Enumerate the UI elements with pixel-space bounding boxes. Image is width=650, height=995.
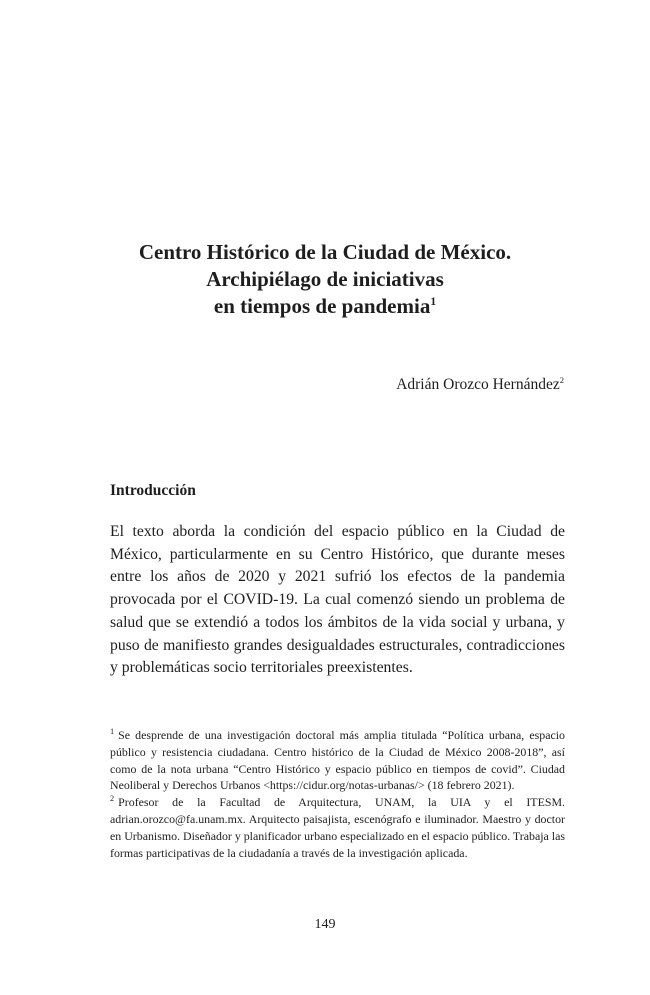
page-number: 149	[314, 917, 336, 932]
title-footnote-ref[interactable]: 1	[430, 296, 437, 308]
footnote-2-text: Profesor de la Facultad de Arquitectura, UNAM, la UIA y el ITESM. adrian.orozco@fa.unam.mx. Arquitecto paisajista, escenógrafo e iluminador. Maestro y doctor en Urbanismo. Diseñador y planificador urbano especializado en el espacio público. Trabaja las formas participativas de la ciudadanía a través de la investigación aplicada.	[110, 795, 566, 860]
footnote-1-text: Se desprende de una investigación doctoral más amplia titulada “Política urbana, espacio público y resistencia ciudadana. Centro histórico de la Ciudad de México 2008-2018”, así como de la nota urbana “Centro Histórico y espacio público en tiempos de covid”. Ciudad Neoliberal y Derechos Urbanos <https://cidur.org/notas-urbanas/> (18 febrero 2021).	[110, 728, 565, 793]
footnotes-section	[110, 727, 565, 861]
title-line-1: Centro Histórico de la Ciudad de México.	[138, 240, 512, 264]
title-line-3-text: en tiempos de pandemia	[213, 294, 431, 318]
title-line-2: Archipiélago de iniciativas	[206, 267, 444, 291]
body-paragraph: El texto aborda la condición del espacio público en la Ciudad de México, particularmente en su Centro Histórico, que durante meses entre los años de 2020 y 2021 sufrió los efectos de la pandemia provocada por el COVID-19. La cual comenzó siendo un problema de salud que se extendió a todos los ámbitos de la vida social y urbana, y puso de manifiesto grandes desigualdades estructurales, contradicciones y problemáticas socio territoriales preexistentes.	[110, 523, 565, 677]
section-heading: Introducción	[110, 482, 196, 499]
footnote-2	[110, 794, 565, 861]
footnote-1-mark: 1	[110, 727, 115, 737]
chapter-title	[0, 239, 650, 320]
footnote-2-mark: 2	[110, 794, 115, 804]
author-footnote-ref[interactable]: 2	[559, 374, 564, 385]
footnote-1	[110, 727, 565, 794]
author-name: Adrián Orozco Hernández	[396, 376, 560, 393]
author-byline	[396, 376, 564, 394]
title-line-3	[0, 293, 650, 320]
